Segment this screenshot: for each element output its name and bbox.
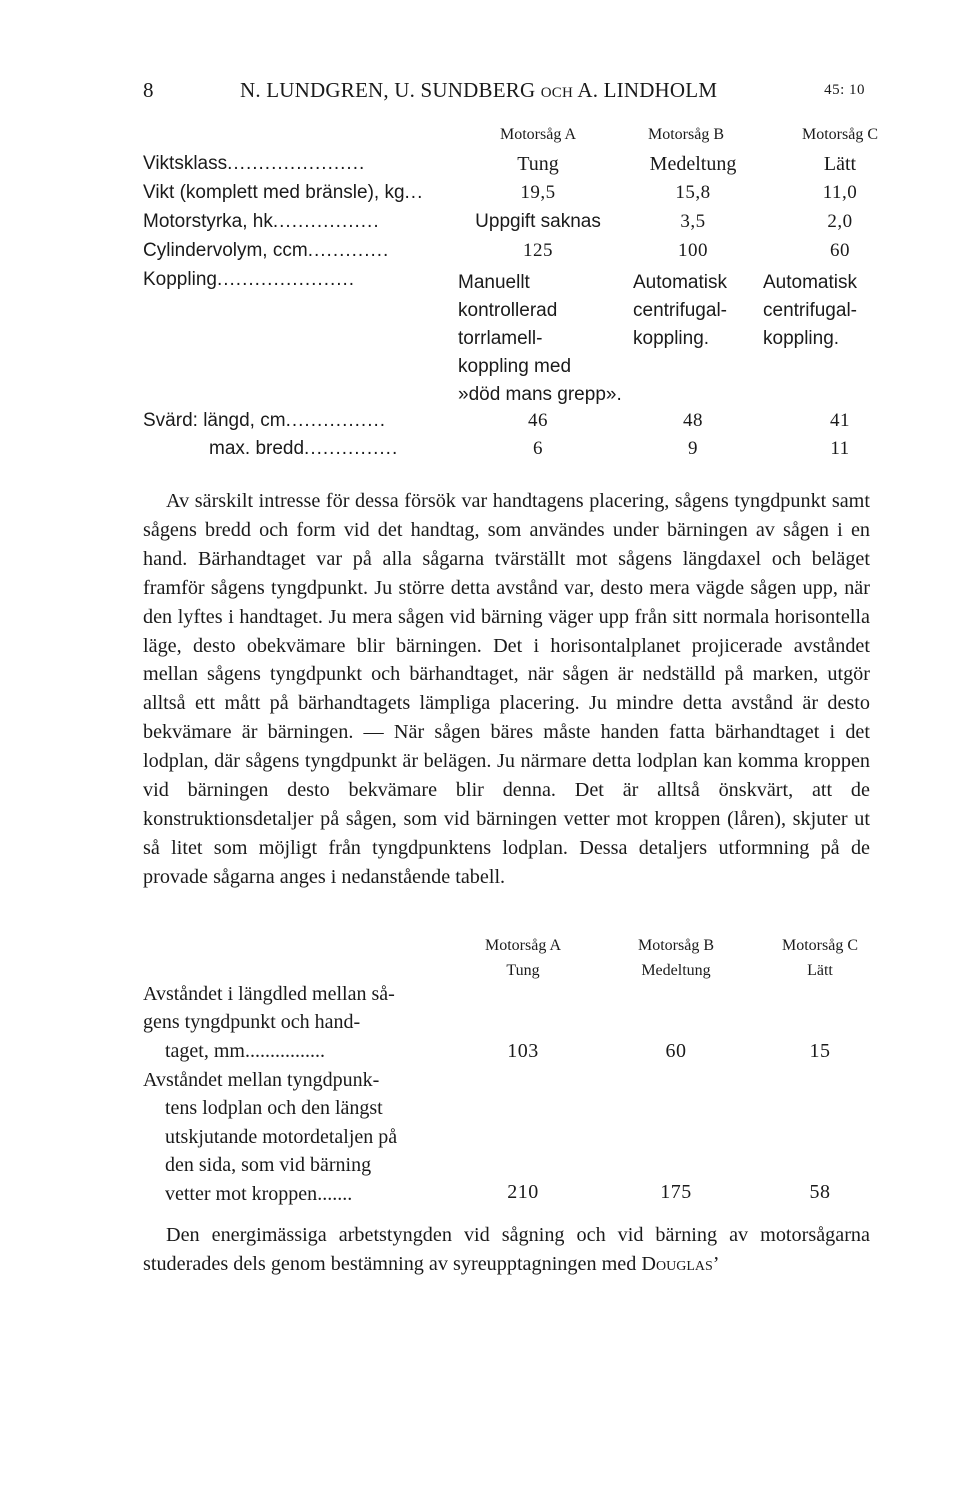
col-header-c: Motorsåg C [782, 937, 858, 954]
table-row-koppling: Koppling...................... Manuellt kontrollerad torrlamell- koppling med »död mans grepp». Automatisk centrifugal- koppling. Automatisk centrifugal- koppling. [143, 269, 873, 399]
page-number: 8 [143, 78, 154, 102]
col-header-b: Motorsåg B [638, 937, 714, 954]
subcol-c: Lätt [807, 962, 833, 979]
table-row: Motorstyrka, hk................. Uppgift saknas 3,5 2,0 [143, 211, 853, 232]
table-row: Vikt (komplett med bränsle), kg... 19,5 15,8 11,0 [143, 182, 858, 203]
body-paragraph: Av särskilt intresse för dessa försök var handtagens placering, sågens tyngdpunkt samt sågens bredd och form vid det handtag, som användes under bärningen av sågen i en hand. Bärhandtaget var på alla sågarna tvärställt mot sågens längdaxel och beläget framför sågens tyngdpunkt. Ju större detta avstånd var, desto mera vägde sågen upp, när den lyftes i handtaget. Ju mera sågen vid bärning väger upp från sitt normala horisontella läge, desto obekvämare blir bärningen. Det i horisontalplanet projicerade avståndet mellan sågens tyngdpunkt och bärhandtaget, när sågen är nedställd på marken, utgör alltså ett mått på bärhandtagets lämpliga placering. Ju mindre detta avstånd är desto bekvämare är bärningen. — När sågen bäres måste handen fatta bärhandtaget i det lodplan, där sågens tyngdpunkt är belägen. Ju närmare detta lodplan kan komma kroppen vid bärningen desto bekvämare blir denna. Det är alltså önskvärt, att de konstruktionsdetaljer på sågen, som vid bärningen vetter mot kroppen (låren), skjuter ut så litet som möjligt från tyngdpunktens lodplan. Dessa detaljers utformning på de provade sågarna anges i nedanstående tabell. [143, 490, 870, 888]
table-row: Cylindervolym, ccm............. 125 100 60 [143, 240, 850, 261]
running-header [143, 78, 865, 112]
col-header-a: Motorsåg A [485, 937, 561, 954]
col-header-a: Motorsåg A [500, 126, 576, 143]
subcol-a: Tung [506, 962, 540, 979]
table-row: Svärd: längd, cm................ 46 48 41 [143, 410, 850, 431]
koppling-a: Manuellt kontrollerad torrlamell- koppling med »död mans grepp». [458, 272, 622, 405]
table-row: max. bredd............... 6 9 11 [209, 438, 850, 459]
running-authors: N. LUNDGREN, U. SUNDBERG OCH A. LINDHOLM [240, 78, 718, 102]
row-label-distance-body: Avståndet mellan tyngdpunk- tens lodplan och den längst utskjutande motordetaljen på den sida, som vid bärning vetter mot kroppen....... [143, 1069, 398, 1205]
row-label-distance-length: Avståndet i längdled mellan så- gens tyngdpunkt och hand- taget, mm................ [143, 983, 395, 1062]
koppling-b: Automatisk centrifugal- koppling. [633, 272, 727, 349]
col-header-b: Motorsåg B [648, 126, 724, 143]
table-row: Viktsklass...................... Tung Medeltung Lätt [143, 153, 857, 175]
subcol-b: Medeltung [641, 962, 711, 979]
koppling-c: Automatisk centrifugal- koppling. [763, 272, 857, 349]
body-paragraph-2: Den energimässiga arbetstyngden vid sågning och vid bärning av motorsågarna studerades dels genom bestämning av syreupptagningen med Douglas’ [143, 1224, 870, 1275]
col-header-c: Motorsåg C [802, 126, 878, 143]
volume-issue: 45: 10 [824, 82, 865, 98]
